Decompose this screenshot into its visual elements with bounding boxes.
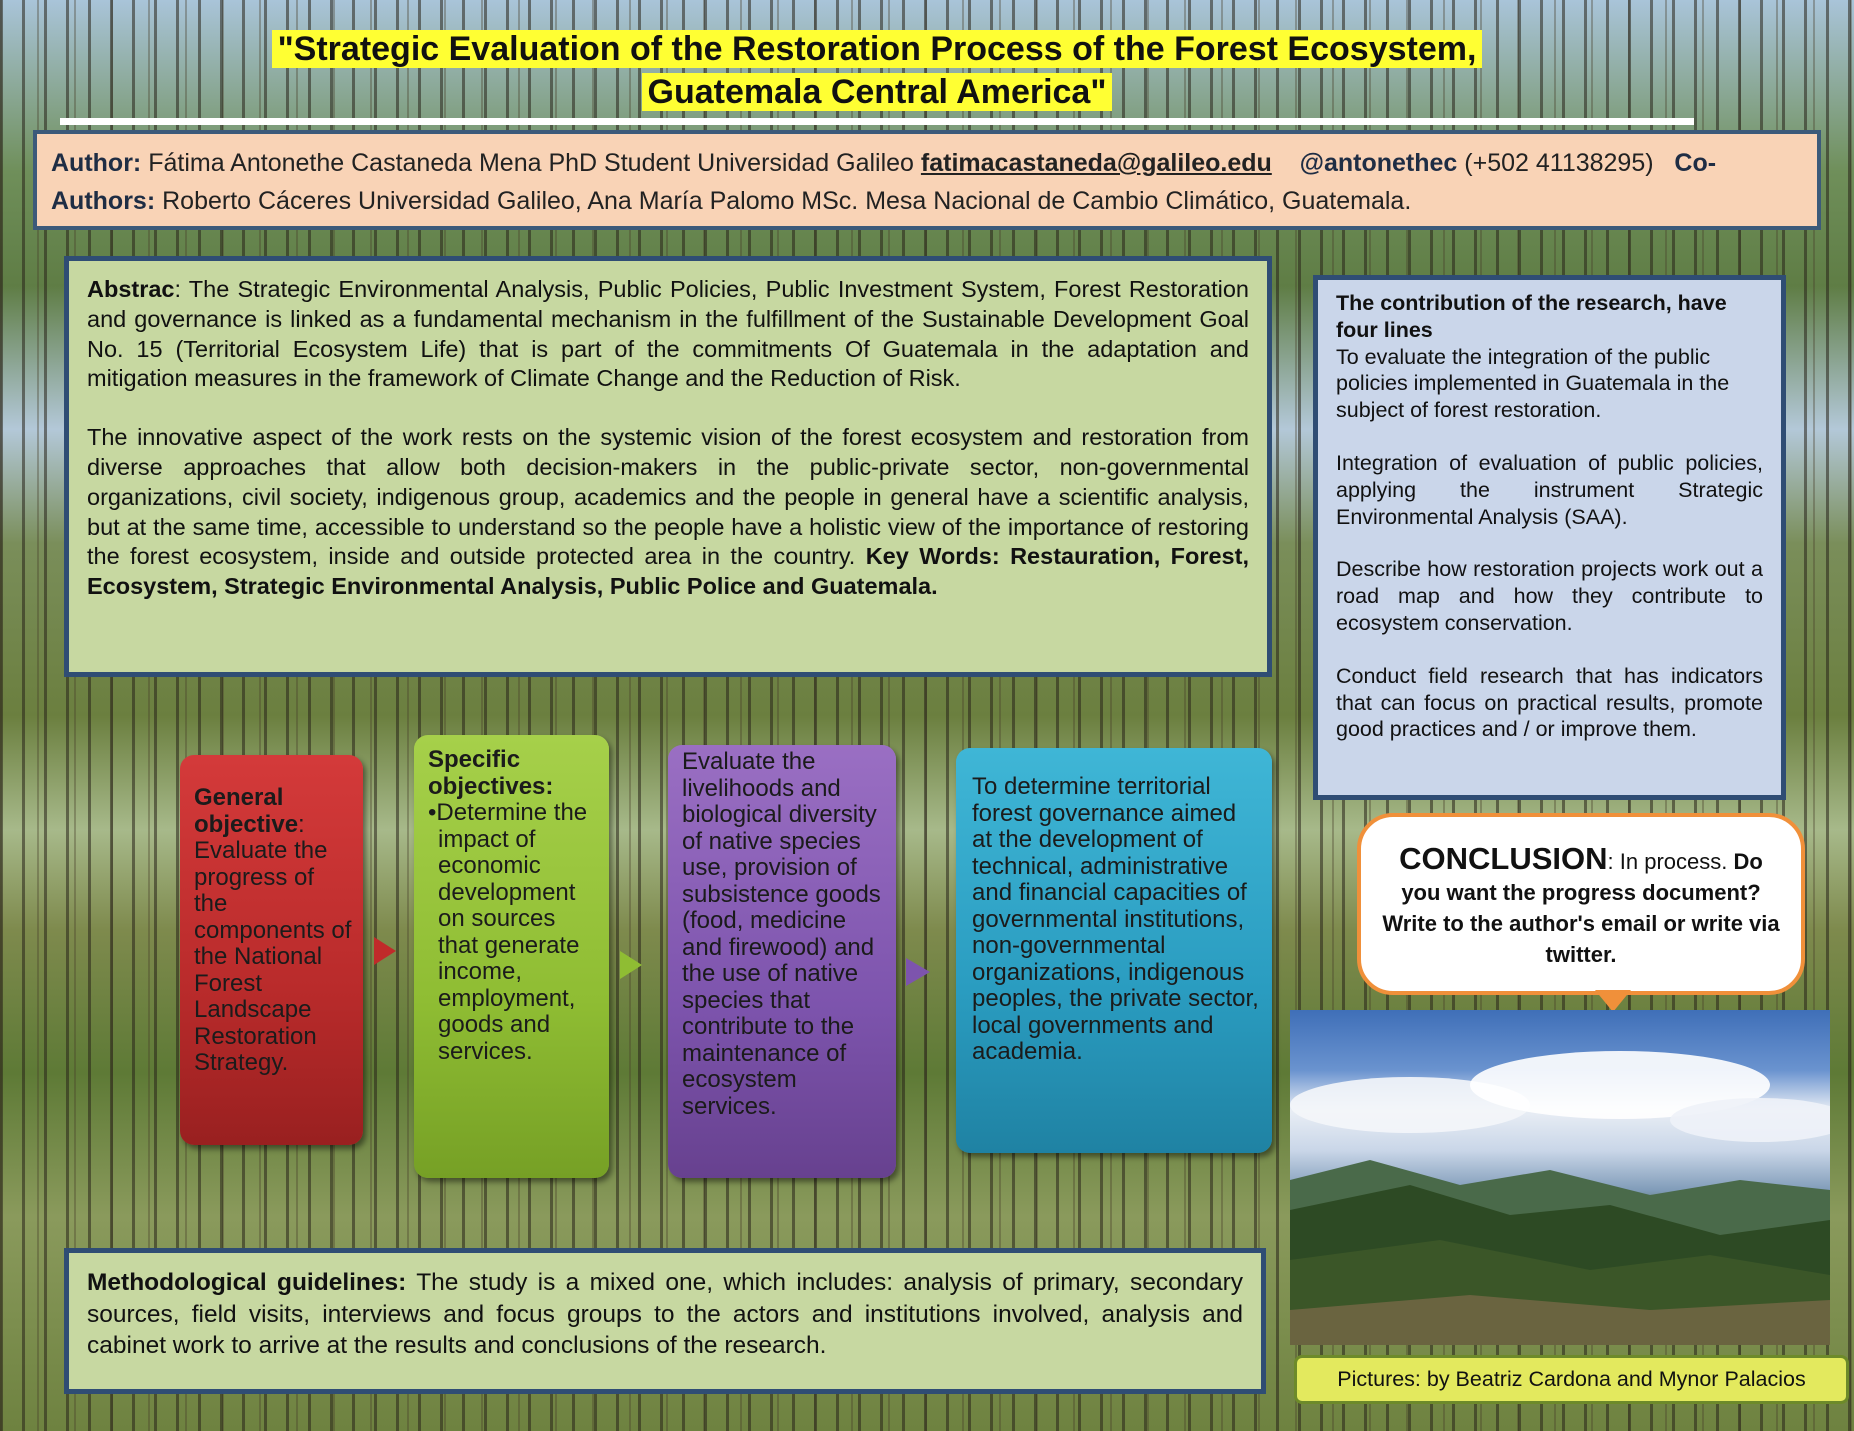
abstract-keywords: Key Words: Restauration, Forest, Ecosystem, Strategic Environmental Analysis, Public Police and Guatemala. bbox=[87, 543, 1249, 600]
title-divider bbox=[60, 118, 1694, 125]
governance-objective-text: To determine territorial forest governance aimed at the development of technical, administrative and financial capacities of governmental institutions, non-governmental organizations, indigenous peoples, the private sector, local governments and academia. bbox=[972, 773, 1259, 1065]
contribution-line-2: Integration of evaluation of public policies, applying the instrument Strategic Environmental Analysis (SAA). bbox=[1336, 450, 1763, 529]
contribution-box bbox=[1313, 275, 1786, 800]
abstract-label: Abstrac bbox=[87, 276, 175, 302]
methodology-box bbox=[64, 1248, 1266, 1394]
contribution-line-1: To evaluate the integration of the public policies implemented in Guatemala in the subject of forest restoration. bbox=[1336, 344, 1730, 423]
abstract-text-2: The innovative aspect of the work rests on the systemic vision of the forest ecosystem and restoration from diverse approaches that allow both decision-makers in the public-private sector, non-governmental organizations, civil society, indigenous group, academics and the people in general have a scientific analysis, but at the same time, accessible to understand so the people have a holistic view of the importance of restoring the forest ecosystem, inside and outside protected area in the country. bbox=[87, 424, 1249, 570]
author-email[interactable]: fatimacastaneda@galileo.edu bbox=[920, 149, 1272, 177]
landscape-illustration bbox=[1290, 1010, 1830, 1345]
specific-objectives-label: Specific objectives: bbox=[428, 746, 554, 800]
specific-objectives-card bbox=[414, 735, 609, 1178]
conclusion-text: Do you want the progress document? Write to the author's email or write via twitter. bbox=[1382, 849, 1780, 967]
arrow-right-icon bbox=[374, 937, 396, 965]
methodology-text: The study is a mixed one, which includes: analysis of primary, secondary sources, field visits, interviews and focus groups to the actors and institutions involved, analysis and cabinet work to arrive at the results and conclusions of the research. bbox=[87, 1269, 1243, 1359]
contribution-line-4: Conduct field research that has indicators that can focus on practical results, promote good practices and / or improve them. bbox=[1336, 663, 1763, 742]
specific-objective-text: Determine the impact of economic development on sources that generate income, employment, goods and services. bbox=[436, 799, 588, 1065]
abstract-paragraph-2 bbox=[87, 423, 1249, 602]
livelihoods-objective-card bbox=[668, 745, 896, 1178]
title-line-1: "Strategic Evaluation of the Restoration Process of the Forest Ecosystem, bbox=[272, 30, 1483, 68]
author-box bbox=[33, 130, 1821, 230]
methodology-label: Methodological guidelines: bbox=[87, 1269, 407, 1296]
poster-title bbox=[60, 28, 1694, 123]
author-twitter[interactable]: @antonethec bbox=[1299, 149, 1458, 177]
title-line-2: Guatemala Central America" bbox=[642, 73, 1113, 111]
landscape-photo bbox=[1290, 1010, 1830, 1345]
general-objective-card: General objective: Evaluate the progress of the components of the National Forest Landscape Restoration Strategy. bbox=[180, 755, 363, 1145]
author-name: Fátima Antonethe Castaneda Mena PhD Student Universidad Galileo bbox=[148, 149, 914, 177]
conclusion-bubble bbox=[1357, 813, 1805, 995]
coauthors-text: Roberto Cáceres Universidad Galileo, Ana María Palomo MSc. Mesa Nacional de Cambio Climático, Guatemala. bbox=[162, 187, 1412, 215]
general-objective-label: General objective bbox=[194, 784, 299, 838]
author-label: Author: bbox=[51, 149, 142, 177]
arrow-right-icon bbox=[620, 951, 642, 979]
photo-caption: Pictures: by Beatriz Cardona and Mynor Palacios bbox=[1294, 1355, 1849, 1404]
abstract-text-1: : The Strategic Environmental Analysis, Public Policies, Public Investment System, Forest Restoration and governance is linked as a fundamental mechanism in the fulfillment of the Sustainable Development Goal No. 15 (Territorial Ecosystem Life) that is part of the commitments Of Guatemala in the adaptation and mitigation measures in the framework of Climate Change and the Reduction of Risk. bbox=[87, 276, 1249, 392]
conclusion-label: CONCLUSION bbox=[1399, 841, 1608, 876]
conclusion-status: : In process. bbox=[1607, 849, 1728, 874]
contribution-heading bbox=[1336, 290, 1763, 424]
contribution-line-3: Describe how restoration projects work out a road map and how they contribute to ecosystem conservation. bbox=[1336, 557, 1763, 635]
abstract-box bbox=[64, 256, 1272, 677]
arrow-right-icon bbox=[906, 958, 930, 986]
abstract-paragraph-1 bbox=[87, 275, 1249, 394]
coauthors-label: Co-Authors: bbox=[51, 149, 1717, 215]
author-phone: (+502 41138295) bbox=[1464, 149, 1654, 177]
governance-objective-card bbox=[956, 748, 1272, 1153]
contribution-heading-text: The contribution of the research, have four lines bbox=[1336, 291, 1727, 342]
speech-bubble-tail bbox=[1595, 990, 1631, 1012]
livelihoods-objective-text: Evaluate the livelihoods and biological diversity of native species use, provision of subsistence goods (food, medicine and firewood) and the use of native species that contribute to the maintenance of ecosystem services. bbox=[682, 748, 881, 1120]
general-objective-text: Evaluate the progress of the components of the National Forest Landscape Restoration Strategy. bbox=[194, 837, 352, 1076]
specific-objective-item: •Determine the impact of economic development on sources that generate income, employment, goods and services. bbox=[428, 799, 588, 1065]
